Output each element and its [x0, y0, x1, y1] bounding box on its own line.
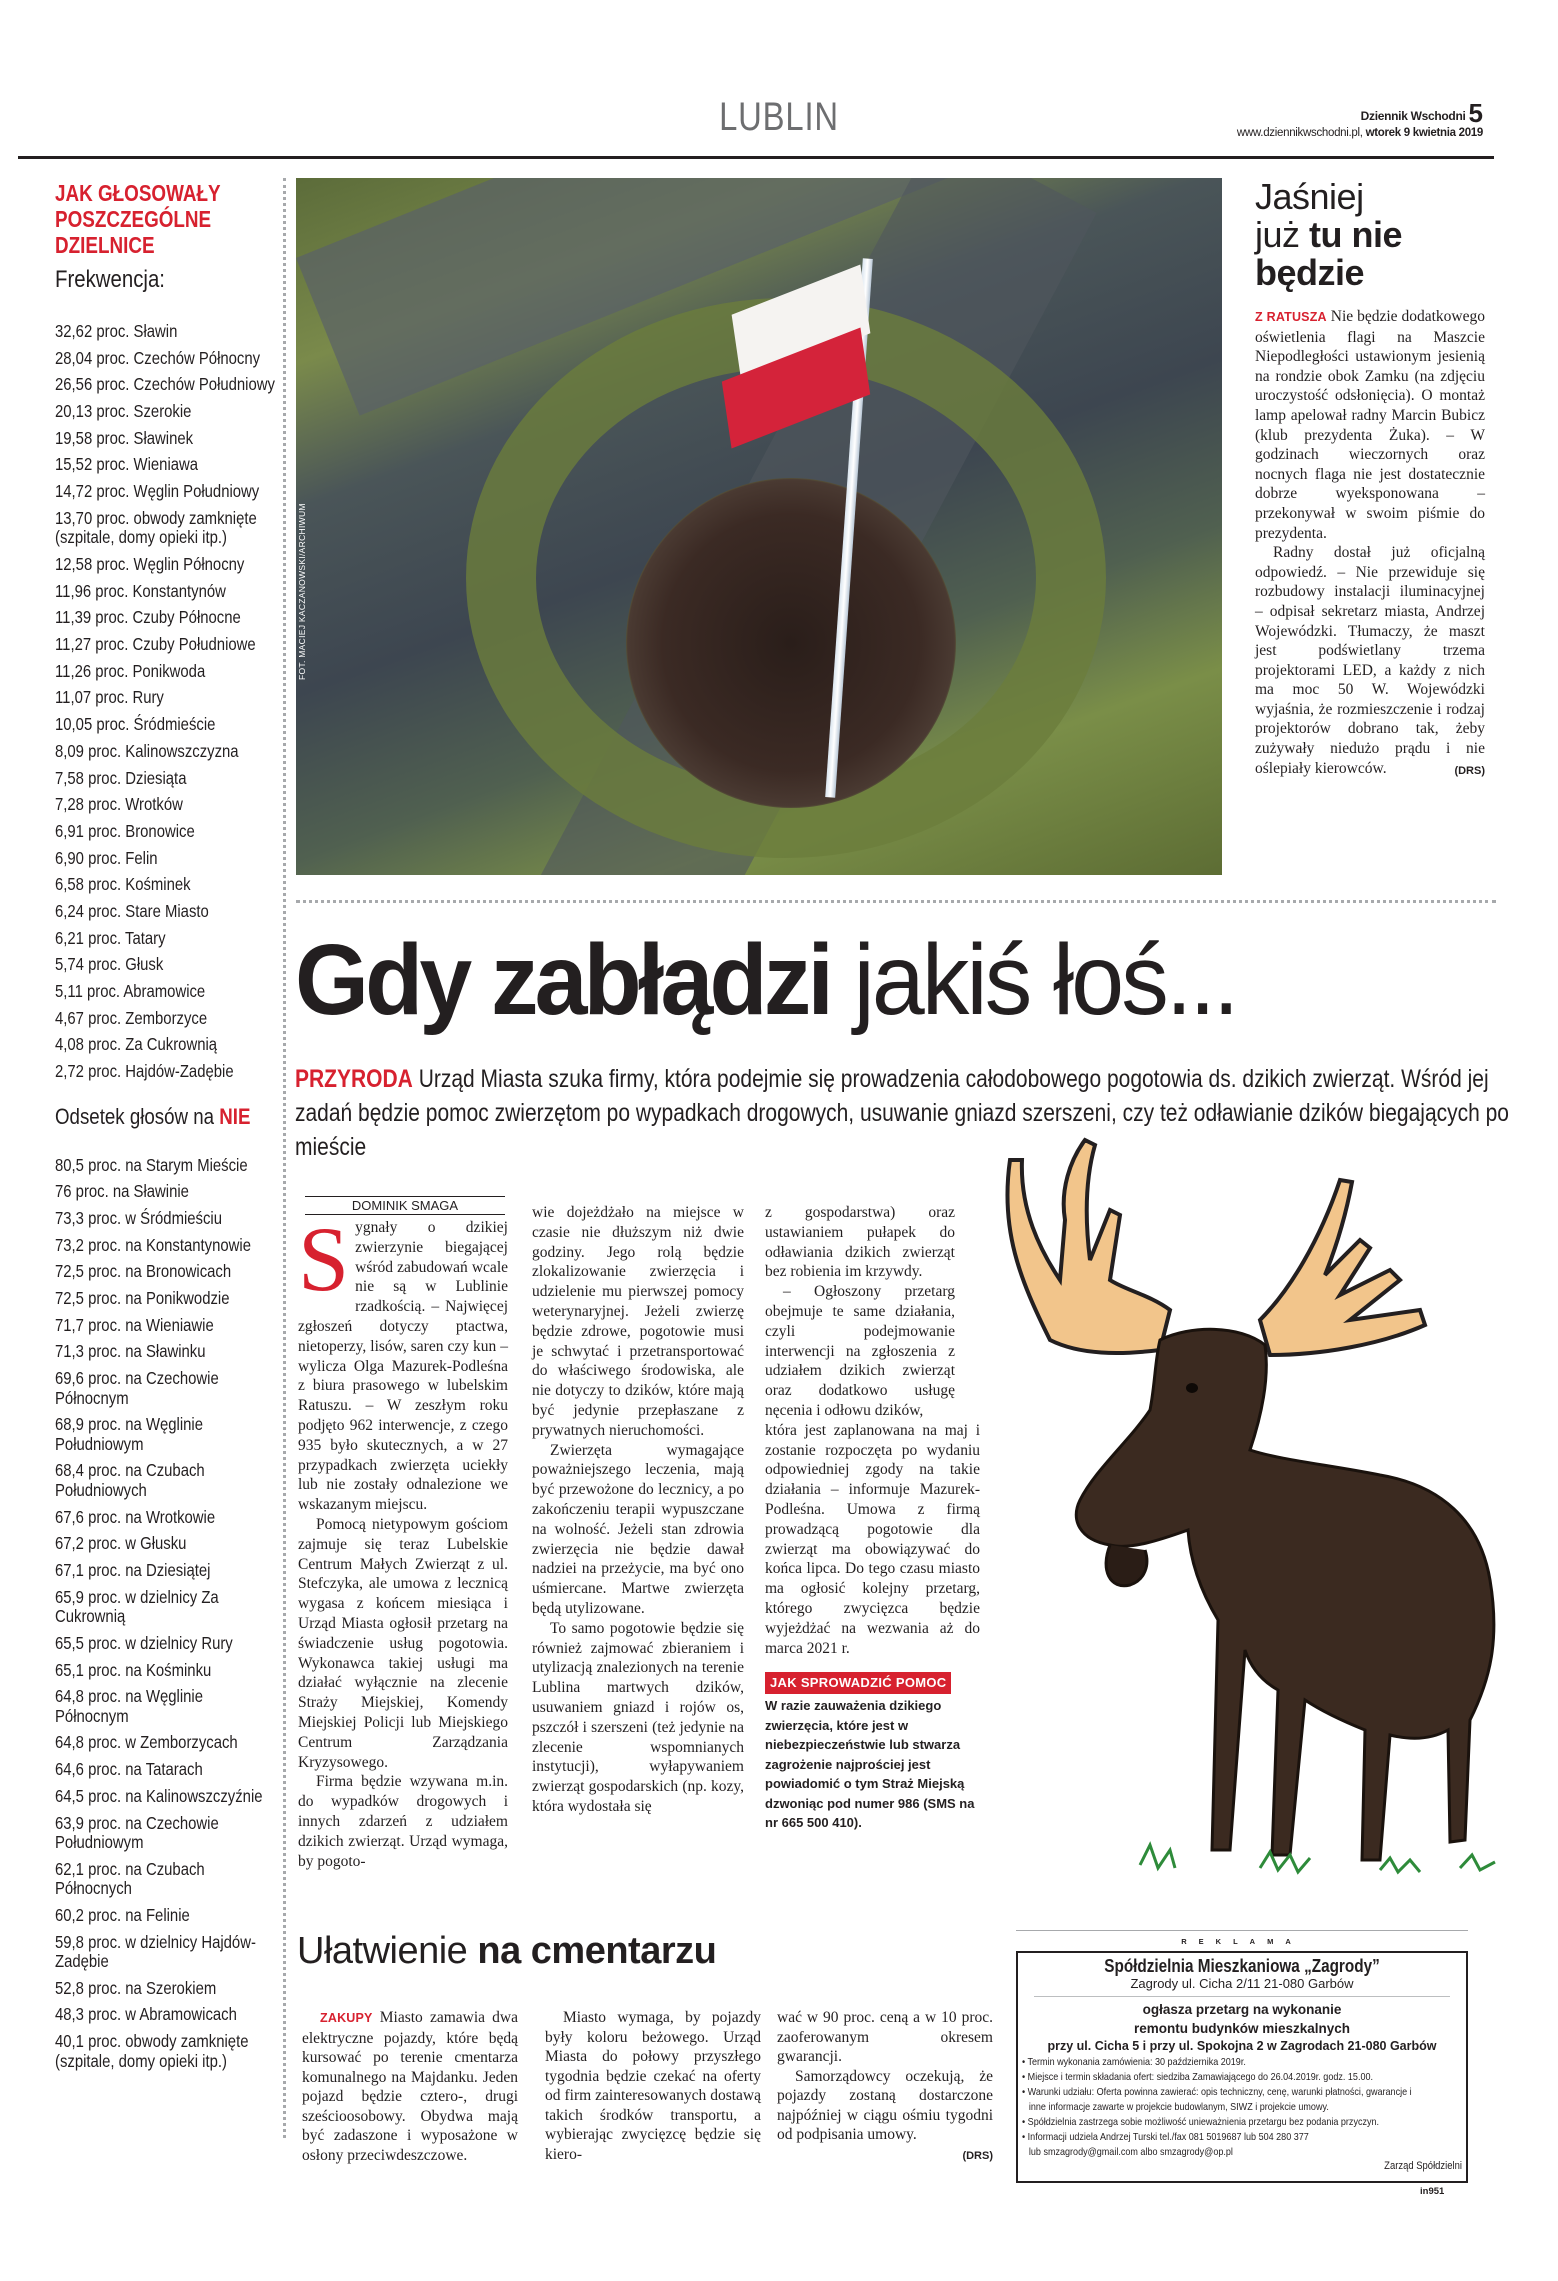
article-paragraph: która jest zaplanowana na maj i zostanie rozpoczęta po wydaniu odpowiedniej zgody na takie działania – informuje Mazurek-Podleśna. Umowa z firmą prowadzącą pogotowie dla zwierząt ma obowiązywać do końca lipca. Do tego czasu miasto ma ogłosić kolejny przetarg, którego zwycięzca będzie wyjeżdżać na wezwania aż do marca 2021 r.	[765, 1421, 980, 1657]
list-item: 68,4 proc. na Czubach Południowych	[55, 1460, 205, 1500]
story2-column-2	[545, 2008, 761, 2164]
article-paragraph: Firma będzie wzywana m.in. do wypadków drogowych i innych zdarzeń z udziałem dzikich zwierząt. Urząd wymaga, by pogoto-	[298, 1773, 508, 1870]
announce-line: ogłasza przetarg na wykonanie	[1142, 2002, 1342, 2017]
list-item: 64,5 proc. na Kalinowszczyźnie	[55, 1785, 263, 1806]
list-item: 71,3 proc. na Sławinku	[55, 1341, 206, 1362]
article-paragraph: Pomocą nietypowym gościom zajmuje się teraz Lubelskie Centrum Małych Zwierząt z ul. Stefczyka, ale umowa z lecznicą wygasa z końcem miesiąca i Urząd Miasta ogłosił przetarg na świadczenie usług pogotowia. Wykonawca takiej usługi ma działać wyłącznie na zlecenie Straży Miejskiej, Komendy Miejskiej Policji lub Miejskiego Centrum Zarządzania Kryzysowego.	[298, 1515, 508, 1771]
help-box-body: W razie zauważenia dzikiego zwierzęcia, które jest w niebezpieczeństwie lub stwarza zagrożenie najprościej jest powiadomić o tym Straż Miejską dzwoniąc pod numer 986 (SMS na nr 665 500 410).	[765, 1698, 975, 1831]
article-paragraph: Zwierzęta wymagające poważniejszego leczenia, mają być przewożone do lecznicy, a po zakończeniu terapii wypuszczane na wolność. Jeżeli stan zdrowia zwierzęcia nie będzie dawał nadziei na przeżycie, ma być ono uśmiercane. Martwe zwierzęta będą utylizowane.	[532, 1441, 744, 1617]
article-paragraph: – Ogłoszony przetarg obejmuje te same działania, czyli podejmowanie interwencji na zgłoszenia z udziałem dzikich zwierząt oraz dodatkowo usługę nęcenia i odłowu dzików,	[765, 1283, 955, 1419]
list-item: 13,70 proc. obwody zamknięte (szpitale, domy opieki itp.)	[55, 507, 257, 548]
ad-term: • Termin wykonania zamówienia: 30 października 2019r.	[1022, 2055, 1461, 2070]
article-column-1	[298, 1208, 508, 1871]
list-item: 59,8 proc. w dzielnicy Hajdów-Zadębie	[55, 1931, 256, 1972]
crowd	[626, 478, 956, 808]
list-item: 72,5 proc. na Ponikwodzie	[55, 1288, 230, 1308]
list-item: 6,58 proc. Kośminek	[55, 874, 191, 895]
list-item: 68,9 proc. na Węglinie Południowym	[55, 1414, 204, 1454]
byline: DOMINIK SMAGA	[305, 1196, 505, 1215]
title-part: Jaśniej	[1255, 176, 1364, 217]
no-votes-heading	[55, 1104, 276, 1130]
ad-code: in951	[1420, 2186, 1445, 2197]
list-item: 63,9 proc. na Czechowie Południowym	[55, 1812, 219, 1852]
website-link[interactable]: www.dziennikwschodni.pl	[1236, 127, 1360, 139]
list-item: 4,67 proc. Zemborzyce	[55, 1007, 208, 1028]
flagpole-photo	[296, 178, 1222, 875]
list-item: 20,13 proc. Szerokie	[55, 401, 192, 422]
turnout-heading: Frekwencja:	[55, 266, 165, 293]
list-item: 6,91 proc. Bronowice	[55, 820, 195, 841]
list-item: 11,96 proc. Konstantynów	[55, 580, 226, 601]
section-divider	[296, 900, 1496, 903]
article-paragraph: Samorządowcy oczekują, że pojazdy zostaną dostarczone najpóźniej w ciągu ośmiu tygodni od podpisania umowy.	[777, 2067, 993, 2143]
ad-term: • Miejsce i termin składania ofert: siedziba Zamawiającego do 26.04.2019r. godz. 15.00.	[1022, 2070, 1461, 2085]
list-item: 60,2 proc. na Felinie	[55, 1904, 190, 1925]
ad-announcement	[1022, 2000, 1462, 2054]
article-paragraph: z gospodarstwa) oraz ustawianiem pułapek do odławiania dzikich zwierząt bez robienia im krzywdy.	[765, 1204, 955, 1281]
list-item: 40,1 proc. obwody zamknięte (szpitale, domy opieki itp.)	[55, 2031, 249, 2071]
sidebar-kicker: JAK GŁOSOWAŁY POSZCZEGÓLNE DZIELNICE	[55, 180, 221, 258]
list-item: 7,58 proc. Dziesiąta	[55, 767, 187, 788]
page-number: 5	[1468, 98, 1483, 128]
brief-paragraph: Radny dostał już oficjalną odpowiedź. – Nie przewiduje się rozbudowy instalacji iluminacyjnej – odpisał sekretarz miasta, Andrzej Wojewódzki. Tłumaczy, że maszt jest podświetlany trzema projektorami LED, a każdy z nich ma moc 50 W. Wojewódzki wyjaśnia, że rozmieszczenie i rodzaj projektorów dobrano tak, żeby zużywały niedużo prądu i nie oślepiały kierowców.	[1255, 544, 1485, 777]
lead-kicker: PRZYRODA	[295, 1065, 413, 1093]
list-item: 76 proc. na Sławinie	[55, 1181, 189, 1202]
title-part: będzie	[1255, 252, 1365, 293]
brief-paragraph: Nie będzie dodatkowego oświetlenia flagi na Maszcie Niepodległości ustawionym jesienią na rondzie obok Zamku (na zdjęciu uroczystość odsłonięcia). O montaż lamp apelował radny Marcin Bubicz (klub prezydenta Żuka). – W godzinach wieczornych oraz nocnych flaga nie jest dostatecznie dobrze wyeksponowana – przekonywał w swoim piśmie do prezydenta.	[1255, 308, 1485, 542]
paper-name: Dziennik Wschodni	[1360, 109, 1466, 123]
headline-bold: Gdy zabłądzi	[295, 924, 831, 1036]
list-item: 67,1 proc. na Dziesiątej	[55, 1560, 211, 1580]
photo-credit: FOT. MACIEJ KACZANOWSKI/ARCHIWUM	[297, 503, 307, 680]
list-item: 4,08 proc. Za Cukrownią	[55, 1034, 218, 1055]
main-headline	[295, 925, 1236, 1035]
list-item: 11,39 proc. Czuby Północne	[55, 607, 241, 628]
story2-column-3	[777, 2008, 993, 2166]
list-item: 11,07 proc. Rury	[55, 687, 164, 708]
list-item: 65,1 proc. na Kośminku	[55, 1659, 212, 1680]
article-paragraph: To samo pogotowie będzie się również zajmować zbieraniem i utylizacją znalezionych na terenie Lublina martwych dzików, usuwaniem gniazd i rojów os, pszczół i szerszeni (też jedynie na zlecenie wspomnianych instytucji), wyłapywaniem zwierząt gospodarskich (np. kozy, która wydostała się	[532, 1619, 744, 1815]
signature: (DRS)	[1454, 764, 1485, 777]
ad-label: REKLAMA	[1181, 1937, 1303, 1946]
list-item: 6,24 proc. Stare Miasto	[55, 900, 209, 921]
article-paragraph: Miasto zamawia dwa elektryczne pojazdy, które będą kursować po terenie cmentarza komunalnego na Majdanku. Jeden pojazd będzie cztero-, drugi sześcioosobowy. Obydwa mają być zadaszone i wyposażone w osłony przeciwdeszczowe.	[302, 2009, 518, 2164]
brief-kicker: Z RATUSZA	[1255, 310, 1327, 324]
list-item: 6,90 proc. Felin	[55, 847, 158, 868]
results-sidebar	[55, 180, 280, 2078]
help-box-tag: JAK SPROWADZIĆ POMOC	[765, 1672, 951, 1694]
ad-term: • Warunki udziału: Oferta powinna zawierać: opis techniczny, cenę, warunki płatności, gwarancje i	[1022, 2085, 1461, 2100]
article-paragraph: Miasto wymaga, by pojazdy były koloru beżowego. Urząd Miasta do połowy przyszłego tygodnia będzie czekać na oferty od firm zainteresowanych dostawą takich środków transportu, a wybierając zwycięzcę będzie się kiero-	[545, 2009, 761, 2163]
ad-signature: Zarząd Spółdzielni	[1384, 2160, 1462, 2172]
list-item: 67,6 proc. na Wrotkowie	[55, 1506, 216, 1527]
announce-line: przy ul. Cicha 5 i przy ul. Spokojna 2 w Zagrodach 21-080 Garbów	[1047, 2039, 1437, 2053]
list-item: 65,9 proc. w dzielnicy Za Cukrownią	[55, 1586, 219, 1627]
headline-light: jakiś łoś...	[853, 924, 1237, 1036]
brief-body	[1255, 307, 1485, 778]
list-item: 8,09 proc. Kalinowszczyzna	[55, 740, 239, 761]
ad-contact-email[interactable]: lub smzagrody@gmail.com albo smzagrody@op.pl	[1028, 2146, 1233, 2158]
list-item: 28,04 proc. Czechów Północny	[55, 347, 261, 368]
article-column-2	[532, 1203, 744, 1817]
advertisement-box[interactable]	[1016, 1951, 1468, 2183]
list-item: 65,5 proc. w dzielnicy Rury	[55, 1632, 233, 1653]
list-item: 62,1 proc. na Czubach Północnych	[55, 1858, 205, 1899]
moose-eye	[1186, 1383, 1198, 1393]
list-item: 67,2 proc. w Głusku	[55, 1533, 187, 1554]
drop-cap: S	[298, 1208, 350, 1310]
lead-text: Urząd Miasta szuka firmy, która podejmie się prowadzenia całodobowego pogotowia ds. dzikich zwierząt. Wśród jej zadań będzie pomoc zwierzętom po wypadkach drogowych, usuwanie gniazd szerszeni, czy też odławianie dzików biegających po mieście	[295, 1065, 1509, 1161]
list-item: 48,3 proc. w Abramowicach	[55, 2004, 237, 2025]
list-item: 10,05 proc. Śródmieście	[55, 714, 216, 735]
no-votes-heading-text: Odsetek głosów na	[55, 1103, 215, 1129]
list-item: 71,7 proc. na Wieniawie	[55, 1314, 214, 1335]
no-highlight: NIE	[219, 1103, 251, 1129]
story2-column-1	[302, 2008, 518, 2165]
article-lead	[295, 1062, 1513, 1164]
list-item: 7,28 proc. Wrotków	[55, 794, 183, 815]
header-divider	[18, 156, 1494, 159]
ad-term: inne informacje zawarte w projekcie budowlanym, SIWZ i projekcie umowy.	[1028, 2101, 1329, 2113]
list-item: 19,58 proc. Sławinek	[55, 427, 194, 448]
title-part: tu nie	[1309, 214, 1403, 255]
headline-bold: na cmentarzu	[477, 1930, 717, 1972]
list-item: 26,56 proc. Czechów Południowy	[55, 374, 275, 395]
flag-lighting-brief	[1255, 178, 1485, 781]
moose-illustration	[960, 1120, 1520, 1900]
ad-company-name: Spółdzielnia Mieszkaniowa „Zagrody”	[1104, 1956, 1380, 1976]
column-divider	[283, 178, 286, 2138]
list-item: 52,8 proc. na Szerokiem	[55, 1977, 217, 1998]
section-title: LUBLIN	[719, 95, 839, 139]
ad-term: • Informacji udziela Andrzej Turski tel./fax 081 5019687 lub 504 280 377	[1022, 2130, 1461, 2145]
list-item: 80,5 proc. na Starym Mieście	[55, 1154, 248, 1175]
brief-title	[1255, 178, 1485, 292]
headline-light: Ułatwienie	[297, 1930, 468, 1972]
ad-address: Zagrody ul. Cicha 2/11 21-080 Garbów	[1034, 1976, 1450, 1997]
article-paragraph: wie dojeżdżało na miejsce w czasie nie dłuższym niż dwie godziny. Jego rolą będzie zlokalizowanie zwierzęcia i udzielenie mu pierwszej pomocy weterynaryjnej. Jeżeli zwierzę będzie zdrowe, pogotowie musi je schwytać i przetransportować do właściwego środowiska, ale nie dotyczy to dzików, które mają być jedynie przepłaszane z prywatnych nieruchomości.	[532, 1204, 744, 1439]
list-item: 64,8 proc. w Zemborzycach	[55, 1732, 238, 1753]
ad-term: • Spółdzielnia zastrzega sobie możliwość unieważnienia przetargu bez podania przyczyn.	[1022, 2115, 1461, 2130]
article-column-3	[765, 1203, 980, 1833]
list-item: 5,11 proc. Abramowice	[55, 981, 206, 1001]
list-item: 32,62 proc. Sławin	[55, 321, 178, 341]
list-item: 11,27 proc. Czuby Południowe	[55, 634, 256, 655]
title-part: już	[1255, 214, 1300, 255]
list-item: 69,6 proc. na Czechowie Północnym	[55, 1368, 219, 1408]
list-item: 64,6 proc. na Tatarach	[55, 1759, 203, 1780]
ad-divider	[1016, 1930, 1468, 1931]
list-item: 6,21 proc. Tatary	[55, 927, 166, 948]
list-item: 12,58 proc. Węglin Północny	[55, 554, 245, 574]
masthead-info: Dziennik Wschodni 5 www.dziennikwschodni.pl, wtorek 9 kwietnia 2019	[1236, 98, 1483, 139]
list-item: 15,52 proc. Wieniawa	[55, 454, 199, 475]
list-item: 64,8 proc. na Węglinie Północnym	[55, 1686, 204, 1726]
no-votes-list	[55, 1156, 280, 2072]
list-item: 72,5 proc. na Bronowicach	[55, 1261, 232, 1282]
announce-line: remontu budynków mieszkalnych	[1133, 2021, 1351, 2036]
list-item: 73,3 proc. w Śródmieściu	[55, 1207, 223, 1228]
story2-headline	[297, 1930, 716, 1973]
article-paragraph: wać w 90 proc. ceną a w 10 proc. zaoferowanym okresem gwarancji.	[777, 2009, 993, 2065]
list-item: 2,72 proc. Hajdów-Zadębie	[55, 1061, 234, 1082]
issue-date: wtorek 9 kwietnia 2019	[1365, 127, 1483, 139]
article-paragraph: ygnały o dzikiej zwierzynie biegającej wśród zabudowań wcale nie są w Lublinie rzadkością. – Najwięcej zgłoszeń dotyczy ptactwa, nietoperzy, lisów, saren czy kun – wylicza Olga Mazurek-Podleśna z biura prasowego w lubelskim Ratuszu. – W zeszłym roku podjęto 962 interwencje, z czego 935 było skutecznych, a w 27 przypadkach zwierzęta uciekły lub nie zostały odnalezione we wskazanym miejscu.	[298, 1219, 508, 1514]
signature: (DRS)	[962, 2149, 993, 2162]
story2-kicker: ZAKUPY	[320, 2011, 373, 2025]
ad-terms-list	[1022, 2055, 1462, 2160]
list-item: 73,2 proc. na Konstantynowie	[55, 1234, 251, 1255]
list-item: 11,26 proc. Ponikwoda	[55, 660, 206, 681]
list-item: 5,74 proc. Głusk	[55, 954, 164, 975]
list-item: 14,72 proc. Węglin Południowy	[55, 481, 260, 502]
turnout-list	[55, 322, 280, 1082]
